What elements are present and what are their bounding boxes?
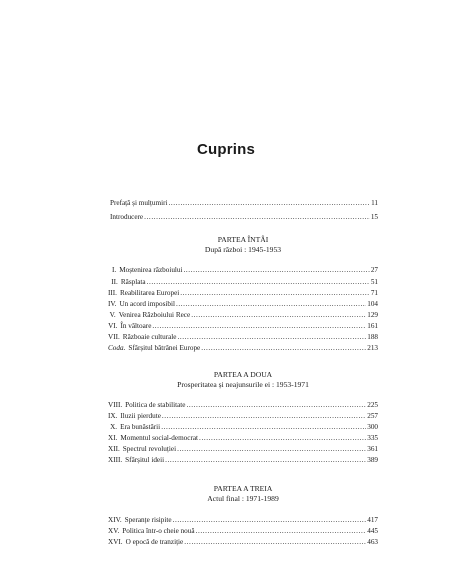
toc-entry-preface [110,199,378,208]
toc-entry-page: 257 [367,412,378,420]
chapter-number: VIII. [108,401,123,409]
dot-leader [199,434,366,443]
chapter-number: III. [108,289,117,297]
dot-leader [191,311,366,320]
toc-entry-label: Politica de stabilitate [125,401,186,409]
toc-entry-label: O epocă de tranziție [125,538,184,546]
toc-entry-page: 51 [370,278,378,286]
toc-entry-page: 300 [367,423,378,431]
dot-leader [169,199,371,208]
toc-entry-page: 417 [367,516,378,524]
chapter-number: V. [109,311,116,319]
toc-entry-page: 104 [367,300,378,308]
toc-entry-page: 15 [370,213,378,221]
chapter-number: XII. [108,445,120,453]
toc-entry-label: Prefață și mulțumiri [110,199,168,207]
toc-entry-label: Moștenirea războiului [119,266,183,274]
chapter-number: XI. [108,434,118,442]
chapter-number: XIV. [108,516,122,524]
chapter-number: I. [112,266,117,274]
toc-entry-page: 27 [370,266,378,274]
toc-entry [108,423,378,432]
part-heading: PARTEA A DOUA [213,370,273,379]
dot-leader [152,322,366,331]
part-subtitle: După război : 1945-1953 [204,245,282,254]
dot-leader [144,213,370,222]
dot-leader [196,527,367,536]
toc-entry-label: Spectrul revoluției [122,445,177,453]
chapter-number: Coda. [108,344,126,352]
toc-entry-label: Introducere [110,213,144,221]
toc-entry-page: 129 [367,311,378,319]
toc-entry-label: Sfârșitul ideii [125,456,165,464]
chapter-number: IV. [108,300,117,308]
toc-entry [108,311,378,320]
toc-entry-label: Iluzii pierdute [120,412,161,420]
dot-leader [180,289,370,298]
dot-leader [186,401,366,410]
chapter-number: IX. [108,412,118,420]
toc-entry-page: 225 [367,401,378,409]
toc-entry-page: 188 [367,333,378,341]
toc-entry [108,333,378,342]
toc-entry-page: 11 [371,199,378,207]
toc-entry [108,456,378,465]
dot-leader [177,333,366,342]
toc-entry-label: Un acord imposibil [119,300,175,308]
part-heading: PARTEA A TREIA [213,484,273,493]
toc-entry [108,300,378,309]
toc-entry-page: 335 [367,434,378,442]
toc-entry-label: Era bunăstării [120,423,161,431]
part-heading: PARTEA ÎNTÂI [217,235,269,244]
chapter-number: XV. [108,527,120,535]
part-subtitle: Prosperitatea și neajunsurile ei : 1953-1971 [177,380,309,389]
toc-entry-page: 389 [367,456,378,464]
toc-entry-label: Sfârșitul bătrânei Europe [128,344,201,352]
toc-entry-page: 463 [367,538,378,546]
chapter-number: II. [111,278,118,286]
toc-entry-page: 161 [367,322,378,330]
toc-entry-label: Răsplata [120,278,146,286]
dot-leader [184,266,370,275]
toc-entry-page: 445 [367,527,378,535]
toc-entry-page: 71 [370,289,378,297]
dot-leader [161,423,366,432]
toc-entry [108,412,378,421]
chapter-number: VI. [108,322,118,330]
dot-leader [177,445,366,454]
toc-entry-label: Momentul social-democrat [120,434,199,442]
chapter-number: XVI. [108,538,123,546]
part-subtitle: Actul final : 1971-1989 [207,494,279,503]
page-title: Cuprins [196,141,256,158]
dot-leader [176,300,366,309]
toc-entry [108,527,378,536]
toc-entry-introduction [110,213,378,222]
toc-entry [108,434,378,443]
dot-leader [162,412,366,421]
dot-leader [173,516,367,525]
toc-entry-page: 213 [367,344,378,352]
toc-entry [108,344,378,353]
toc-entry [108,266,378,275]
toc-entry-label: Războaie culturale [122,333,177,341]
toc-entry [108,278,378,287]
toc-entry-label: În vâltoare [120,322,152,330]
toc-entry-label: Politica într-o cheie nouă [122,527,195,535]
chapter-number: XIII. [108,456,123,464]
chapter-number: VII. [108,333,120,341]
toc-entry [108,401,378,410]
toc-entry [108,538,378,547]
toc-entry-label: Venirea Războiului Rece [118,311,191,319]
toc-entry [108,445,378,454]
chapter-number: X. [110,423,118,431]
toc-entry [108,322,378,331]
toc-entry-label: Reabilitarea Europei [119,289,180,297]
toc-entry [108,516,378,525]
dot-leader [165,456,366,465]
dot-leader [201,344,366,353]
dot-leader [147,278,370,287]
toc-entry-page: 361 [367,445,378,453]
toc-entry-label: Speranțe risipite [124,516,172,524]
dot-leader [184,538,366,547]
toc-entry [108,289,378,298]
